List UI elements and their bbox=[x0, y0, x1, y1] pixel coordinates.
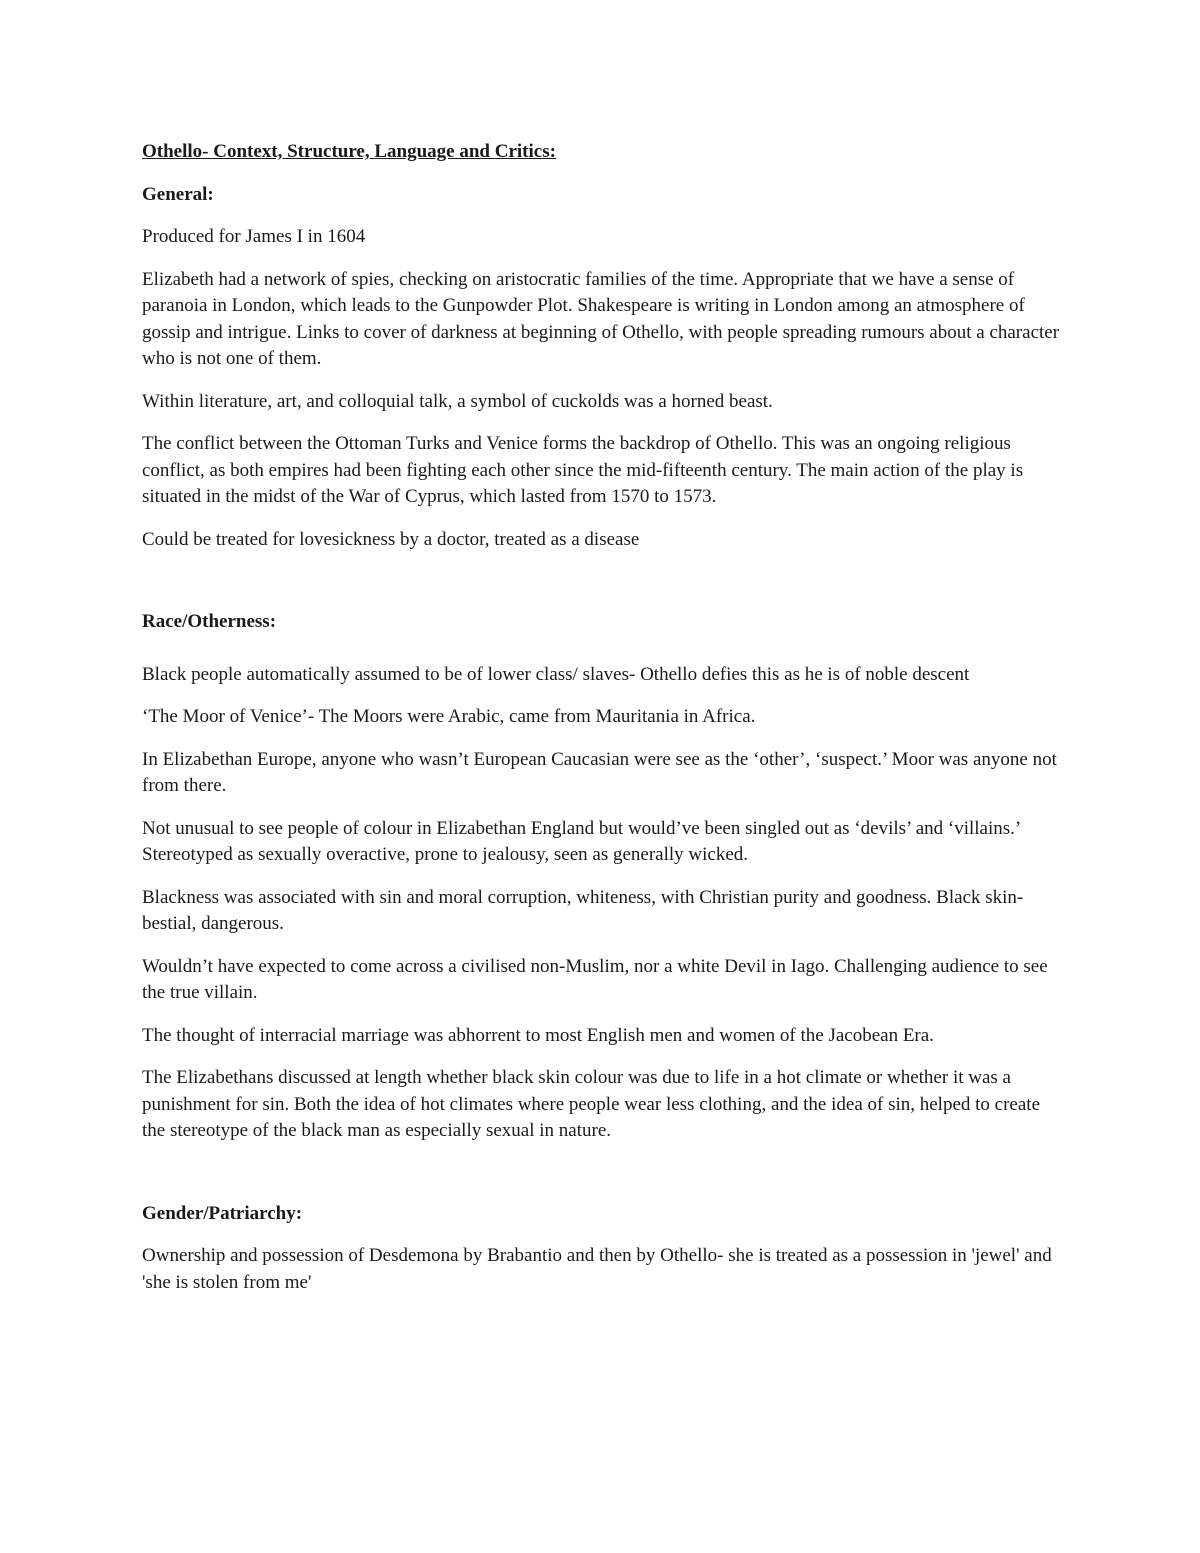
document-title: Othello- Context, Structure, Language and Critics: bbox=[142, 141, 556, 162]
general-paragraph: Elizabeth had a network of spies, checking on aristocratic families of the time. Appropriate that we have a sense of paranoia in London, which leads to the Gunpowder Plot. Shakespeare is writing in London among an atmosphere of gossip and intrigue. Links to cover of darkness at beginning of Othello, with people spreading rumours about a character who is not one of them. bbox=[142, 268, 1060, 369]
race-paragraph: The thought of interracial marriage was abhorrent to most English men and women of the Jacobean Era. bbox=[142, 1024, 934, 1046]
race-paragraph: In Elizabethan Europe, anyone who wasn’t European Caucasian were see as the ‘other’, ‘suspect.’ Moor was anyone not from there. bbox=[142, 748, 1057, 796]
race-paragraph: The Elizabethans discussed at length whether black skin colour was due to life in a hot climate or whether it was a punishment for sin. Both the idea of hot climates where people wear less clothing, and the idea of sin, helped to create the stereotype of the black man as especially sexual in nature. bbox=[142, 1067, 1041, 1141]
race-paragraph: Blackness was associated with sin and moral corruption, whiteness, with Christian purity and goodness. Black skin- bestial, dangerous. bbox=[142, 886, 1024, 934]
general-paragraph: Produced for James I in 1604 bbox=[142, 226, 366, 247]
race-paragraph: Not unusual to see people of colour in Elizabethan England but would’ve been singled out as ‘devils’ and ‘villains.’ Stereotyped as sexually overactive, prone to jealousy, seen as generally wicked. bbox=[142, 817, 1020, 865]
gender-paragraph: Ownership and possession of Desdemona by Brabantio and then by Othello- she is treated as a possession in 'jewel' and 'she is stolen from me' bbox=[142, 1245, 1052, 1293]
section-heading-race: Race/Otherness: bbox=[142, 611, 277, 632]
general-paragraph: Could be treated for lovesickness by a doctor, treated as a disease bbox=[142, 528, 640, 550]
race-paragraph: ‘The Moor of Venice’- The Moors were Arabic, came from Mauritania in Africa. bbox=[142, 706, 756, 727]
general-paragraph: Within literature, art, and colloquial talk, a symbol of cuckolds was a horned beast. bbox=[142, 390, 773, 412]
section-heading-gender: Gender/Patriarchy: bbox=[142, 1202, 303, 1224]
section-heading-general: General: bbox=[142, 183, 214, 205]
general-paragraph: The conflict between the Ottoman Turks and Venice forms the backdrop of Othello. This was an ongoing religious conflict, as both empires had been fighting each other since the mid-fifteenth century. The main action of the play is situated in the midst of the War of Cyprus, which lasted from 1570 to 1573. bbox=[142, 433, 1024, 507]
race-paragraph: Wouldn’t have expected to come across a civilised non-Muslim, nor a white Devil in Iago. Challenging audience to see the true villain. bbox=[142, 955, 1048, 1003]
document-page bbox=[142, 139, 1067, 1312]
race-paragraph: Black people automatically assumed to be of lower class/ slaves- Othello defies this as he is of noble descent bbox=[142, 663, 970, 685]
